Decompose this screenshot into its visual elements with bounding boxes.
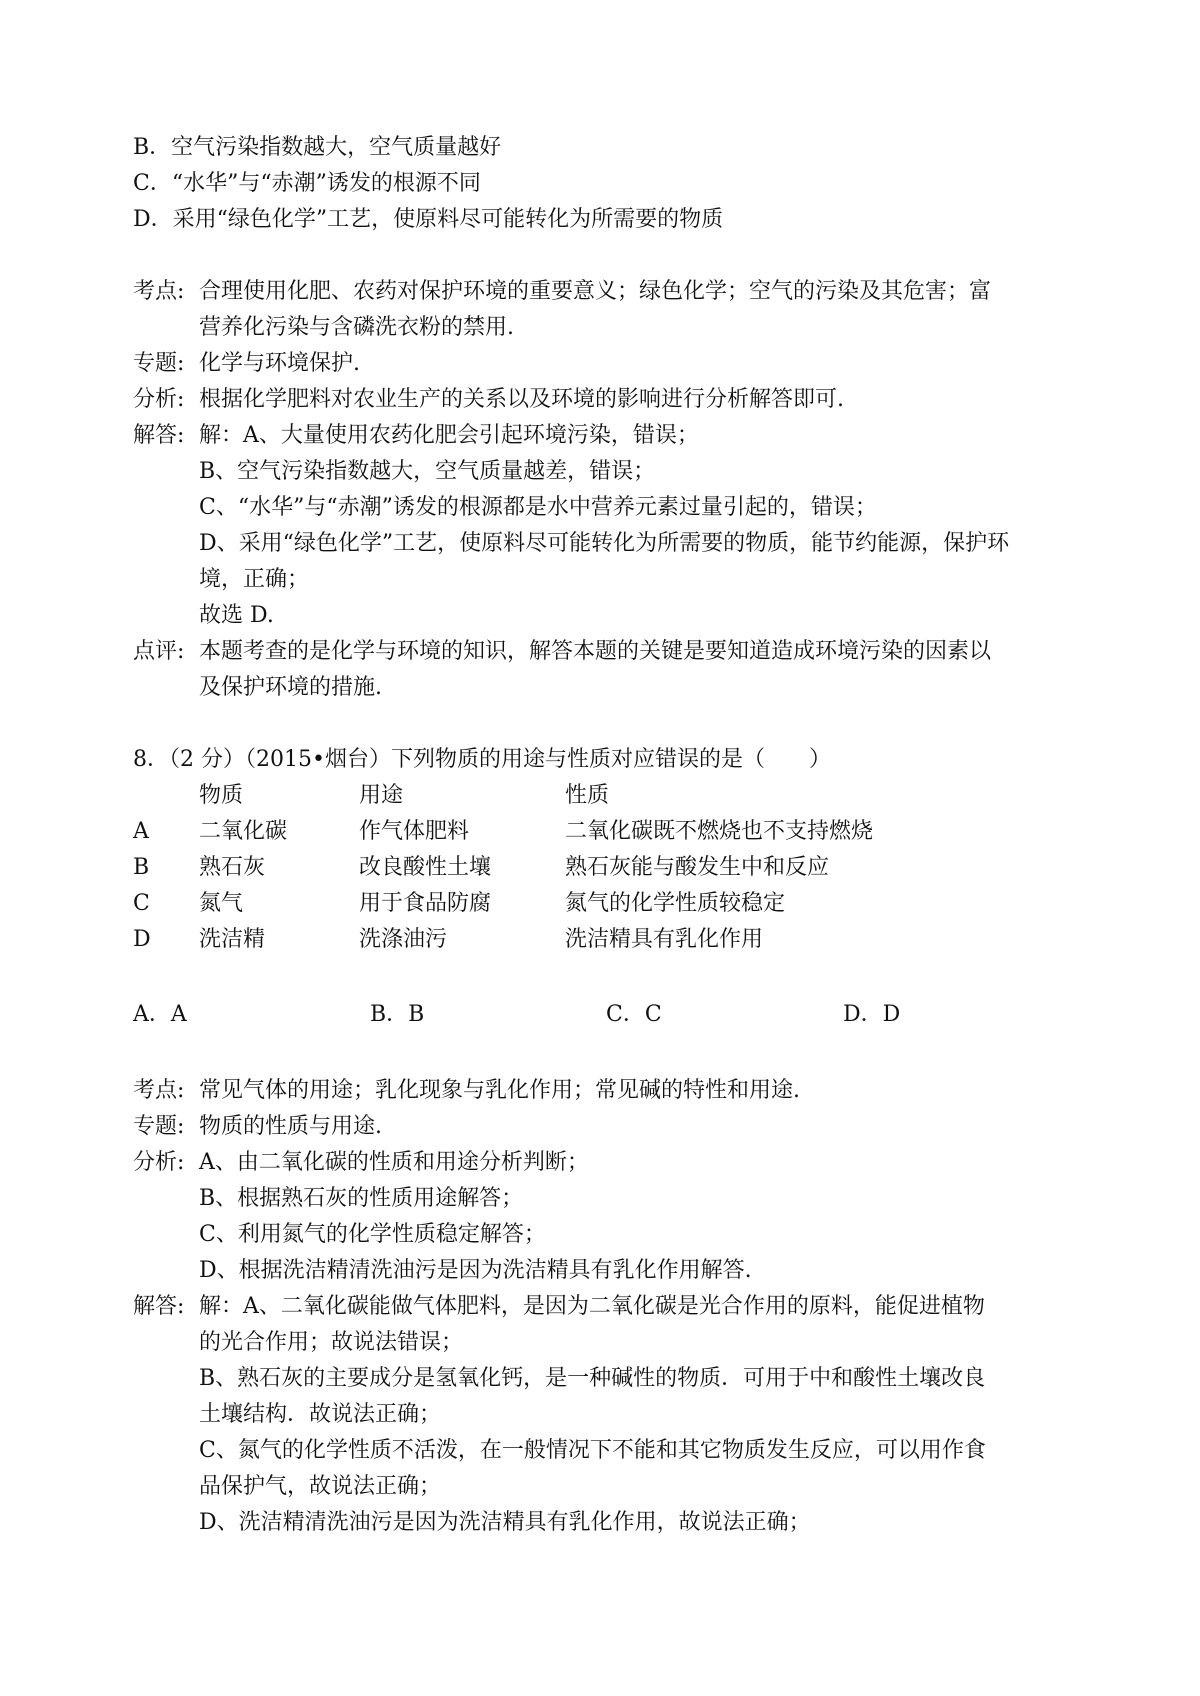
table-header: 物质	[199, 783, 244, 808]
zhuanti-label: 专题:	[133, 1114, 185, 1139]
dianping-text-cont: 及保护环境的措施.	[199, 675, 382, 700]
table-cell: 氮气	[199, 891, 244, 916]
choice-d: D．D	[843, 1002, 901, 1027]
fenxi-line: B、根据熟石灰的性质用途解答；	[199, 1186, 524, 1211]
question-stem: 8．（2 分）（2015•烟台）下列物质的用途与性质对应错误的是（ ）	[133, 747, 831, 772]
choice-a: A．A	[133, 1002, 187, 1027]
jieda-line: 的光合作用；故说法错误；	[199, 1330, 464, 1355]
choice-c: C．C	[606, 1002, 662, 1027]
jieda-line: 品保护气，故说法正确；	[199, 1474, 442, 1499]
jieda-line: B、空气污染指数越大，空气质量越差，错误；	[199, 459, 656, 484]
table-cell: 作气体肥料	[359, 819, 470, 844]
dianping-label: 点评:	[133, 639, 185, 664]
jieda-label: 解答:	[133, 1294, 185, 1319]
fenxi-line: C、利用氮气的化学性质稳定解答；	[199, 1222, 546, 1247]
dianping-text: 本题考查的是化学与环境的知识，解答本题的关键是要知道造成环境污染的因素以	[199, 639, 992, 664]
table-cell: 改良酸性土壤	[359, 855, 492, 880]
fenxi-label: 分析:	[133, 1150, 185, 1175]
kaodian-label: 考点:	[133, 1078, 185, 1103]
table-cell: 二氧化碳既不燃烧也不支持燃烧	[565, 819, 874, 844]
table-cell: 氮气的化学性质较稳定	[565, 891, 786, 916]
jieda-label: 解答:	[133, 423, 185, 448]
table-cell: 洗涤油污	[359, 927, 448, 952]
jieda-line: B、熟石灰的主要成分是氢氧化钙，是一种碱性的物质．可用于中和酸性土壤改良	[199, 1366, 986, 1391]
kaodian-text: 常见气体的用途；乳化现象与乳化作用；常见碱的特性和用途.	[199, 1078, 800, 1103]
jieda-line: 境，正确；	[199, 567, 310, 592]
table-cell: 用于食品防腐	[359, 891, 492, 916]
table-header: 性质	[565, 783, 610, 808]
fenxi-label: 分析:	[133, 387, 185, 412]
jieda-line: 故选 D.	[199, 603, 274, 628]
jieda-line: 土壤结构．故说法正确；	[199, 1402, 442, 1427]
jieda-line: C、“水华”与“赤潮”诱发的根源都是水中营养元素过量引起的，错误；	[199, 495, 877, 520]
table-row-key: C	[133, 891, 150, 916]
jieda-line: D、洗洁精清洗油污是因为洗洁精具有乳化作用，故说法正确；	[199, 1510, 811, 1535]
table-row-key: A	[133, 819, 149, 844]
zhuanti-text: 化学与环境保护.	[199, 351, 360, 376]
zhuanti-text: 物质的性质与用途.	[199, 1114, 382, 1139]
fenxi-text: A、由二氧化碳的性质和用途分析判断；	[199, 1150, 589, 1175]
table-cell: 二氧化碳	[199, 819, 288, 844]
table-cell: 熟石灰能与酸发生中和反应	[565, 855, 830, 880]
kaodian-label: 考点:	[133, 279, 185, 304]
table-cell: 洗洁精	[199, 927, 266, 952]
table-cell: 洗洁精具有乳化作用	[565, 927, 764, 952]
table-cell: 熟石灰	[199, 855, 266, 880]
zhuanti-label: 专题:	[133, 351, 185, 376]
option-b: B．空气污染指数越大，空气质量越好	[133, 135, 502, 160]
fenxi-text: 根据化学肥料对农业生产的关系以及环境的影响进行分析解答即可.	[199, 387, 844, 412]
jieda-line: D、采用“绿色化学”工艺，使原料尽可能转化为所需要的物质，能节约能源，保护环	[199, 531, 1010, 556]
jieda-text: 解：A、大量使用农药化肥会引起环境污染，错误；	[199, 423, 699, 448]
choice-b: B．B	[370, 1002, 425, 1027]
table-row-key: D	[133, 927, 151, 952]
jieda-line: C、氮气的化学性质不活泼，在一般情况下不能和其它物质发生反应，可以用作食	[199, 1438, 986, 1463]
table-row-key: B	[133, 855, 150, 880]
kaodian-text-cont: 营养化污染与含磷洗衣粉的禁用.	[199, 315, 514, 340]
table-header: 用途	[359, 783, 404, 808]
option-d: D．采用“绿色化学”工艺，使原料尽可能转化为所需要的物质	[133, 207, 724, 232]
option-c: C．“水华”与“赤潮”诱发的根源不同	[133, 171, 481, 196]
kaodian-text: 合理使用化肥、农药对保护环境的重要意义；绿色化学；空气的污染及其危害；富	[199, 279, 992, 304]
fenxi-line: D、根据洗洁精清洗油污是因为洗洁精具有乳化作用解答.	[199, 1258, 752, 1283]
jieda-text: 解：A、二氧化碳能做气体肥料，是因为二氧化碳是光合作用的原料，能促进植物	[199, 1294, 985, 1319]
